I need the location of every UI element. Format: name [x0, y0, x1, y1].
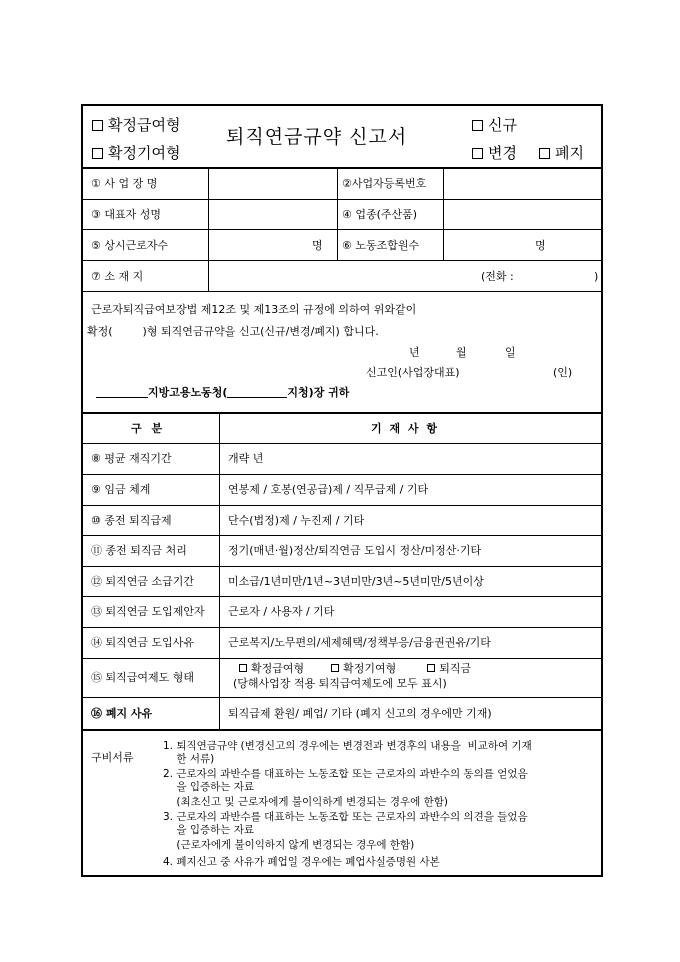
docs-line: 을 입증하는 자료: [163, 824, 255, 836]
item-row-label: ⑭ 퇴직연금 도입사유: [91, 636, 195, 649]
phone-field[interactable]: [523, 263, 591, 289]
item-row-value[interactable]: 단수(법정)제 / 누진제 / 기타: [228, 514, 365, 527]
rep-name-label: ③ 대표자 성명: [91, 208, 161, 221]
item-row-value[interactable]: 근로자 / 사용자 / 기타: [228, 605, 335, 618]
item-row-value[interactable]: 근로복지/노무편의/세제혜택/정책부응/금융권권유/기타: [228, 636, 491, 649]
row15-label: ⑮ 퇴직급여제도 형태: [91, 671, 195, 684]
checkbox-icon[interactable]: [427, 664, 435, 672]
union-label: ⑥ 노동조합원수: [342, 239, 420, 252]
opt-dc-checkbox[interactable]: 확정기여형: [331, 662, 396, 675]
checkbox-icon[interactable]: [92, 148, 103, 159]
item-row-label: ⑬ 퇴직연금 도입제안자: [91, 605, 205, 618]
phone-label: (전화 :: [481, 270, 514, 283]
workers-label: ⑤ 상시근로자수: [91, 239, 169, 252]
docs-line: (근로자에게 불이익하지 않게 변경되는 경우에 한함): [163, 839, 415, 851]
item-row-label: ⑨ 임금 체계: [91, 483, 151, 496]
office-line: 지방고용노동청( 지청)장 귀하: [96, 386, 349, 399]
docs-line: 1. 퇴직연금규약 (변경신고의 경우에는 변경전과 변경후의 내용을 비교하여 기재: [163, 740, 532, 752]
item-row-label: ⑧ 평균 재직기간: [91, 452, 172, 465]
col1-header: 구 분: [131, 422, 166, 435]
close-checkbox-row[interactable]: 폐지: [539, 144, 584, 162]
item-row-label: ⑪ 종전 퇴직금 처리: [91, 544, 187, 557]
item-row-value[interactable]: 개략 년: [228, 452, 264, 465]
address-field[interactable]: [210, 263, 470, 289]
biz-name-label: ① 사 업 장 명: [91, 177, 158, 190]
date-day: 일: [505, 346, 516, 359]
db-checkbox-row[interactable]: 확정기여형: [92, 144, 180, 162]
industry-label: ④ 업종(주산품): [342, 208, 418, 221]
row15-note: (당해사업장 적용 퇴직급여제도에 모두 표시): [233, 677, 447, 690]
report-form: [81, 104, 603, 877]
seal-mark: (인): [553, 366, 573, 379]
checkbox-icon[interactable]: [472, 148, 483, 159]
checkbox-icon[interactable]: [92, 120, 103, 131]
docs-line: (최초신고 및 근로자에게 불이익하게 변경되는 경우에 한함): [163, 796, 449, 808]
union-field[interactable]: [445, 232, 595, 258]
docs-label: 구비서류: [91, 751, 134, 764]
docs-line: 4. 폐지신고 중 사유가 폐업일 경우에는 폐업사실증명원 사본: [163, 856, 440, 868]
item-row-value[interactable]: 미소급/1년미만/1년~3년미만/3년~5년미만/5년이상: [228, 575, 484, 588]
dc-checkbox-row[interactable]: 확정급여형: [92, 116, 180, 134]
item-row-label: ⑩ 종전 퇴직급제: [91, 514, 172, 527]
biz-name-field[interactable]: [210, 170, 335, 197]
union-unit: 명: [535, 239, 546, 252]
biz-no-label: ②사업자등록번호: [342, 177, 427, 190]
office-blank-1[interactable]: [96, 386, 148, 398]
biz-no-field[interactable]: [445, 170, 595, 197]
address-label: ⑦ 소 재 지: [91, 270, 144, 283]
col2-header: 기 재 사 항: [371, 422, 439, 435]
opt-severance-checkbox[interactable]: 퇴직금: [427, 662, 471, 675]
docs-line: 을 입증하는 자료: [163, 781, 255, 793]
workers-unit: 명: [312, 239, 323, 252]
item-row-value[interactable]: 연봉제 / 호봉(연공급)제 / 직무급제 / 기타: [228, 483, 429, 496]
docs-line: 2. 근로자의 과반수를 대표하는 노동조합 또는 근로자의 과반수의 동의를 얻었음: [163, 768, 528, 780]
new-checkbox-row[interactable]: 신규: [472, 116, 517, 134]
date-month: 월: [456, 346, 467, 359]
declaration-line1: 근로자퇴직급여보장법 제12조 및 제13조의 규정에 의하여 위와같이: [91, 303, 417, 316]
row16-label: ⑯ 폐지 사유: [91, 707, 153, 720]
opt-db-checkbox[interactable]: 확정급여형: [239, 662, 304, 675]
item-row-label: ⑫ 퇴직연금 소급기간: [91, 575, 195, 588]
row16-value[interactable]: 퇴직급제 환원/ 폐업/ 기타 (폐지 신고의 경우에만 기재): [228, 707, 492, 720]
change-checkbox-row[interactable]: 변경: [472, 144, 517, 162]
checkbox-icon[interactable]: [472, 120, 483, 131]
docs-line: 3. 근로자의 과반수를 대표하는 노동조합 또는 근로자의 과반수의 의견을 들었음: [163, 811, 528, 823]
date-year: 년: [409, 346, 420, 359]
docs-line: 한 서류): [163, 753, 215, 765]
row15-options: [239, 662, 471, 675]
item-row-value[interactable]: 정기(매년·월)정산/퇴직연금 도입시 정산/미정산·기타: [228, 544, 482, 557]
reporter-label: 신고인(사업장대표): [366, 366, 460, 379]
phone-close: ): [594, 270, 599, 283]
page-title: 퇴직연금규약 신고서: [226, 126, 408, 148]
checkbox-icon[interactable]: [539, 148, 550, 159]
rep-name-field[interactable]: [210, 201, 335, 227]
checkbox-icon[interactable]: [331, 664, 339, 672]
industry-field[interactable]: [445, 201, 595, 227]
checkbox-icon[interactable]: [239, 664, 247, 672]
declaration-line2: 확정( )형 퇴직연금규약을 신고(신규/변경/폐지) 합니다.: [87, 325, 379, 338]
office-blank-2[interactable]: [227, 386, 287, 398]
